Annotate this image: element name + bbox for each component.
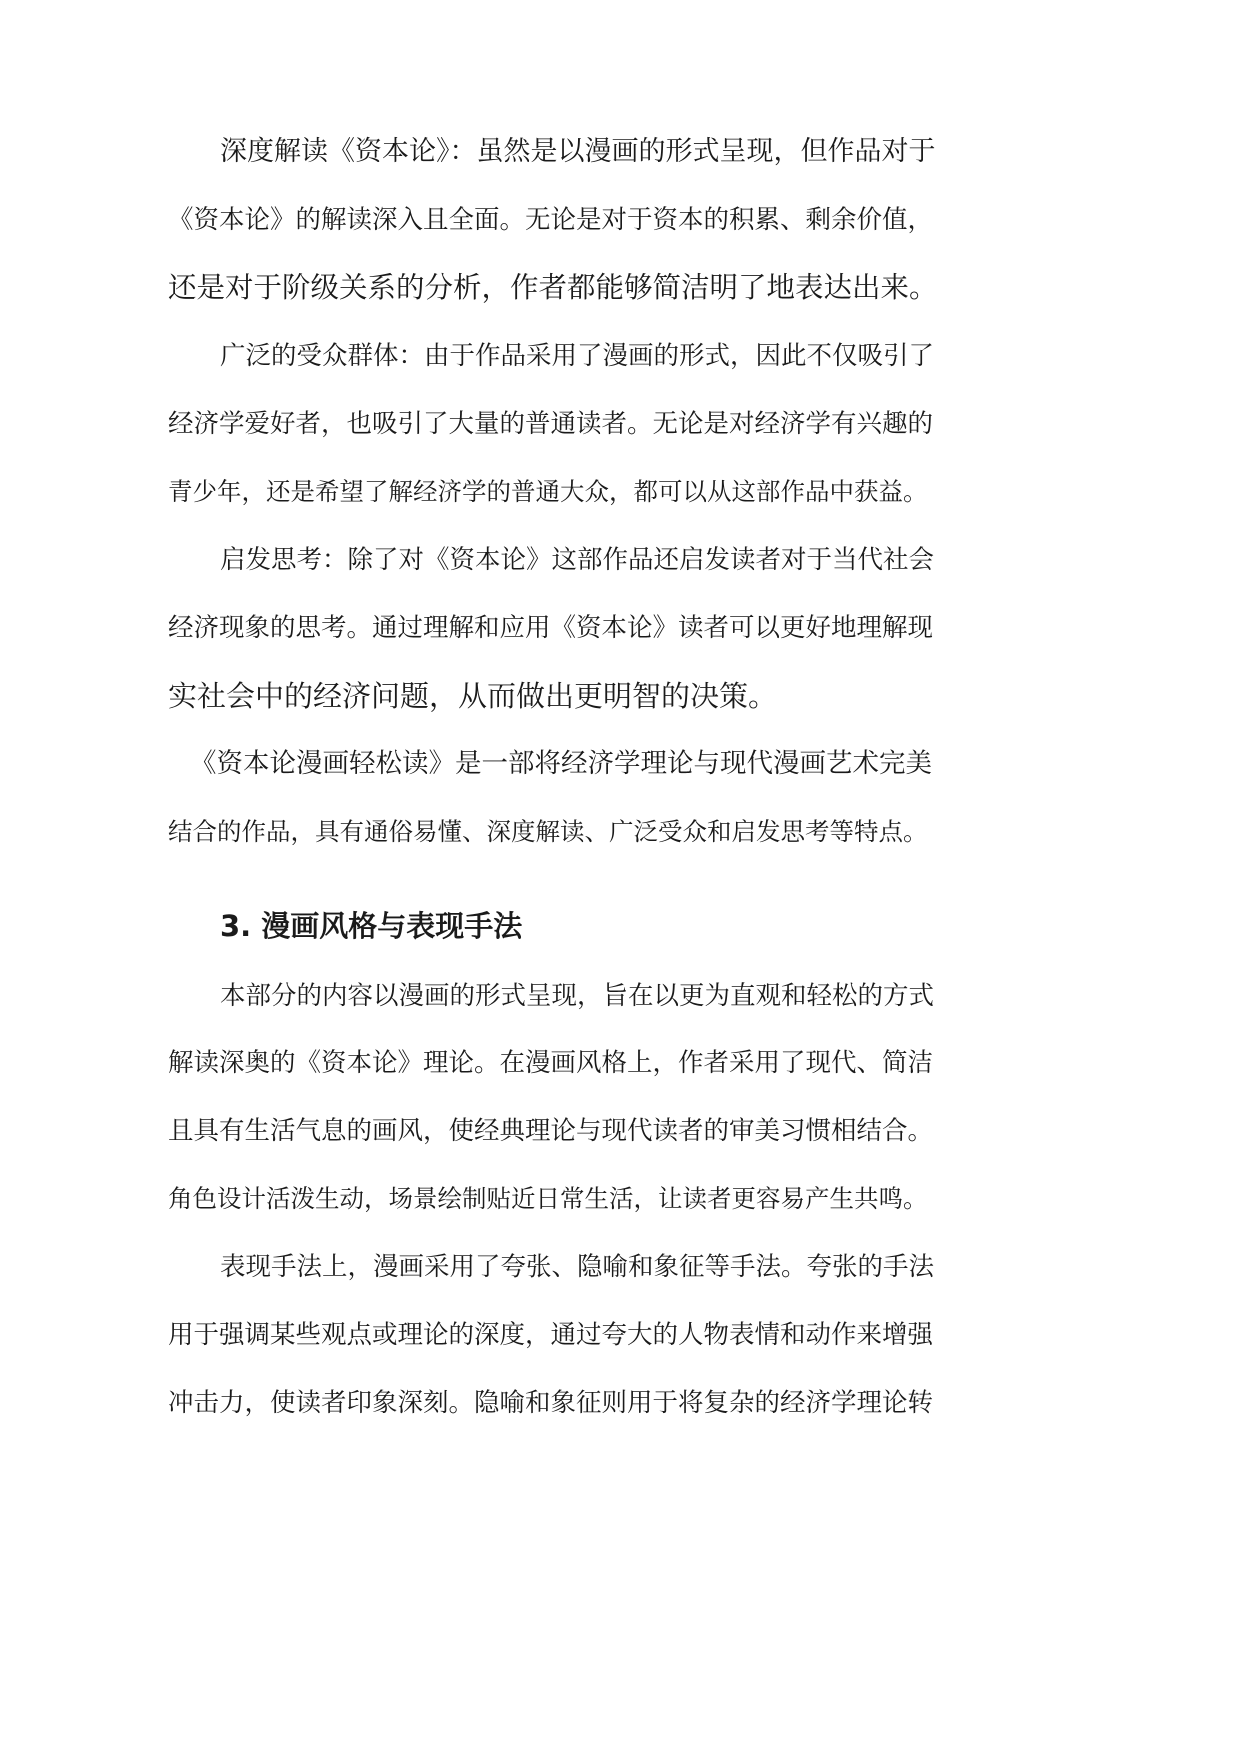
paragraph-3-line-2: 经济现象的思考。通过理解和应用《资本论》读者可以更好地理解现: [168, 613, 934, 643]
paragraph-6-line-3: 冲击力，使读者印象深刻。隐喻和象征则用于将复杂的经济学理论转: [168, 1388, 934, 1418]
paragraph-3-line-1: 启发思考：除了对《资本论》这部作品还启发读者对于当代社会: [220, 545, 935, 575]
paragraph-5-line-2: 解读深奥的《资本论》理论。在漫画风格上，作者采用了现代、简洁: [168, 1048, 934, 1078]
paragraph-5-line-4: 角色设计活泼生动，场景绘制贴近日常生活，让读者更容易产生共鸣。: [168, 1184, 928, 1213]
paragraph-2-line-3: 青少年，还是希望了解经济学的普通大众，都可以从这部作品中获益。: [168, 477, 928, 506]
paragraph-2-line-2: 经济学爱好者，也吸引了大量的普通读者。无论是对经济学有兴趣的: [168, 409, 934, 439]
paragraph-1-line-1: 深度解读《资本论》：虽然是以漫画的形式呈现，但作品对于: [220, 136, 936, 167]
paragraph-1-line-2: 《资本论》的解读深入且全面。无论是对于资本的积累、剩余价值，: [168, 205, 934, 235]
paragraph-4-line-1: 《资本论漫画轻松读》是一部将经济学理论与现代漫画艺术完美: [190, 748, 932, 779]
section-heading: 3. 漫画风格与表现手法: [220, 909, 523, 943]
paragraph-6-line-2: 用于强调某些观点或理论的深度，通过夸大的人物表情和动作来增强: [168, 1320, 934, 1350]
paragraph-6-line-1: 表现手法上，漫画采用了夸张、隐喻和象征等手法。夸张的手法: [220, 1252, 935, 1282]
paragraph-2-line-1: 广泛的受众群体：由于作品采用了漫画的形式，因此不仅吸引了: [220, 341, 935, 371]
paragraph-5-line-1: 本部分的内容以漫画的形式呈现，旨在以更为直观和轻松的方式: [220, 981, 935, 1011]
paragraph-1-line-3: 还是对于阶级关系的分析，作者都能够简洁明了地表达出来。: [168, 271, 938, 304]
paragraph-5-line-3: 且具有生活气息的画风，使经典理论与现代读者的审美习惯相结合。: [168, 1116, 934, 1146]
paragraph-3-line-3: 实社会中的经济问题，从而做出更明智的决策。: [168, 679, 778, 713]
paragraph-4-line-2: 结合的作品，具有通俗易懂、深度解读、广泛受众和启发思考等特点。: [168, 817, 928, 846]
